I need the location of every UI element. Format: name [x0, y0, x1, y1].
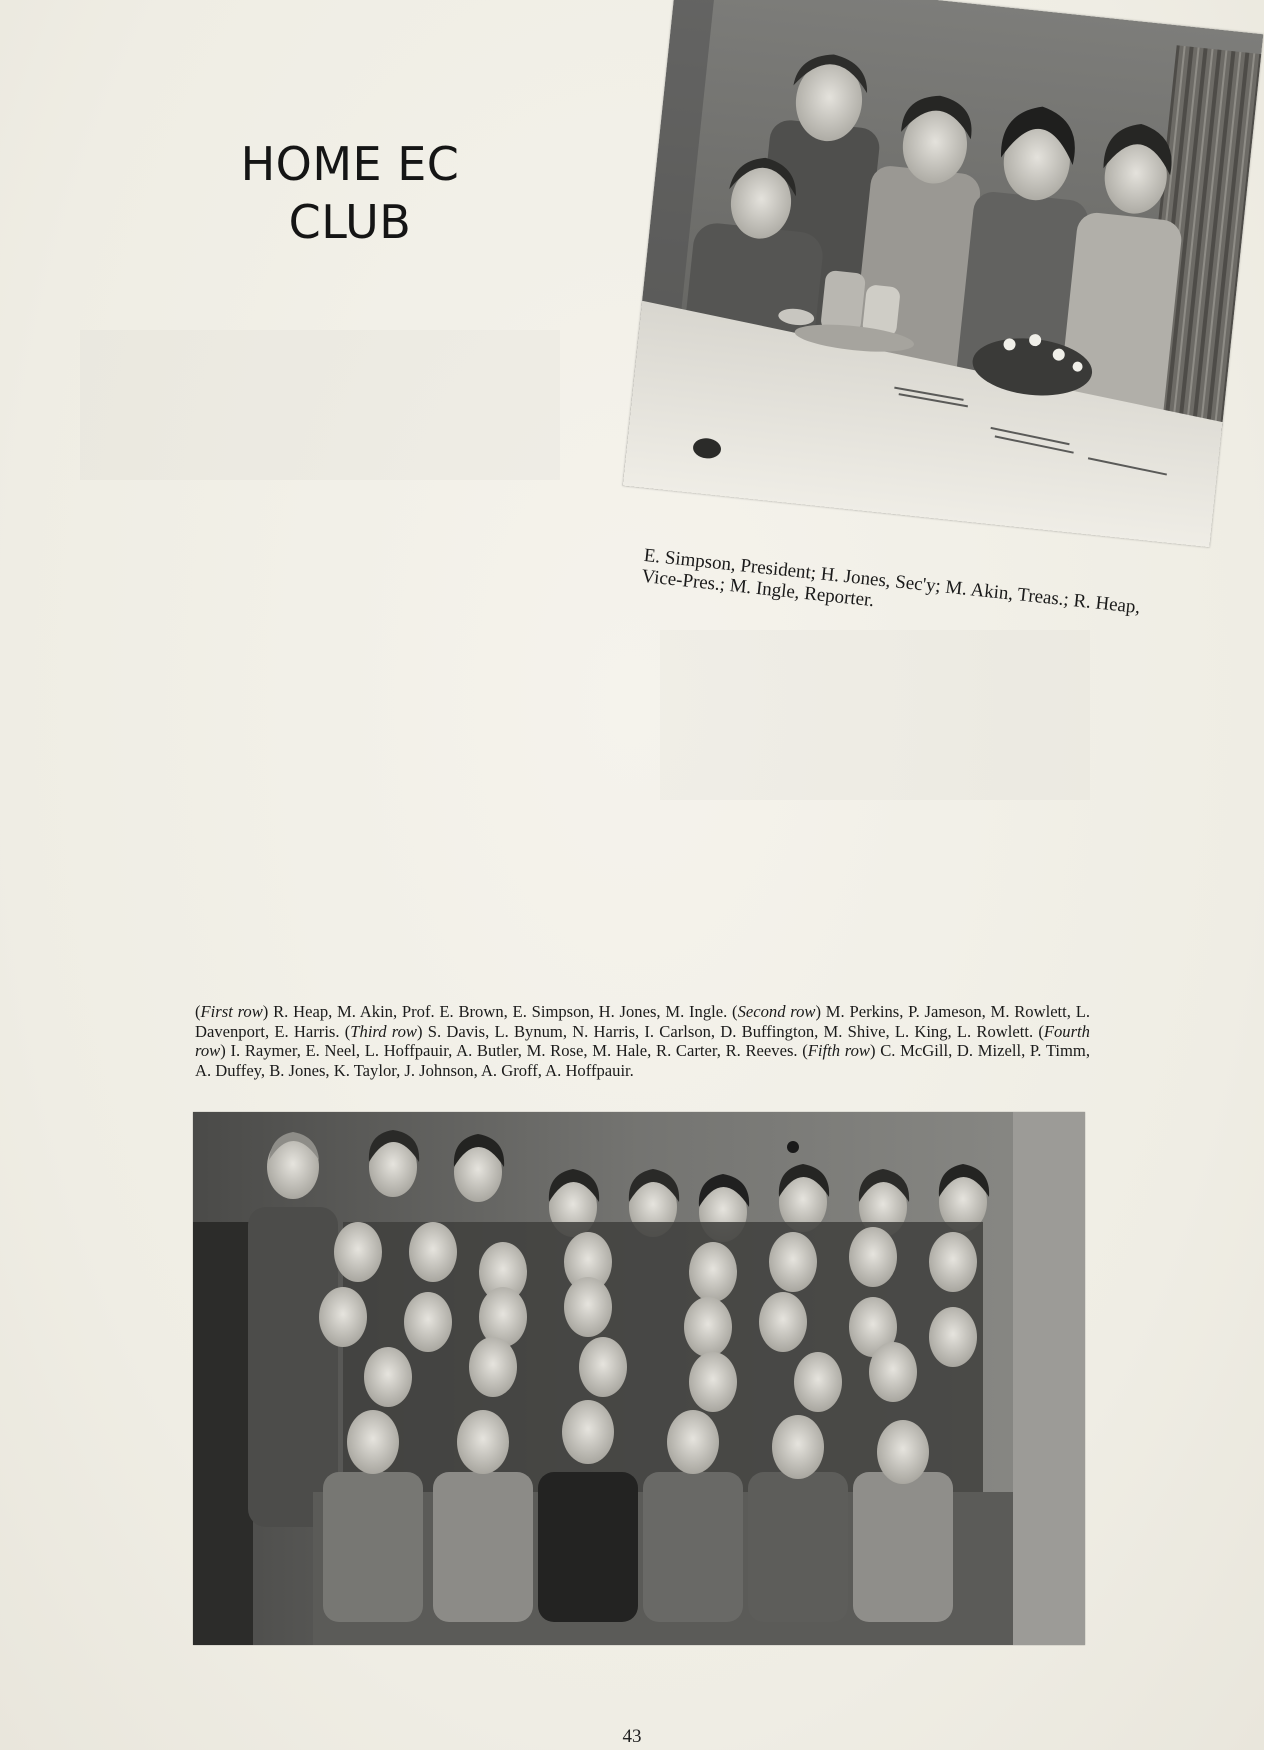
row-label: Fourth row [195, 1021, 1090, 1061]
title-line-2: CLUB [288, 195, 412, 249]
officers-photo-image [623, 0, 1264, 547]
members-group-photo [193, 1112, 1085, 1645]
officers-caption: E. Simpson, President; H. Jones, Sec'y; M. Akin, Treas.; R. Heap, Vice-Pres.; M. Ingle, Reporter. [640, 545, 1142, 619]
members-caption: (First row) R. Heap, M. Akin, Prof. E. Brown, E. Simpson, H. Jones, M. Ingle. (Second row) M. Perkins, P. Jameson, M. Rowlett, L. Davenport, E. Harris. (Third row) S. Davis, L. Bynum, N. Harris, I. Carlson, D. Buffington, M. Shive, L. King, L. Rowlett. (Fourth row) I. Raymer, E. Neel, L. Hoffpauir, A. Butler, M. Rose, M. Hale, R. Carter, R. Reeves. (Fifth row) C. McGill, D. Mizell, P. Timm, A. Duffey, B. Jones, K. Taylor, J. Johnson, A. Groff, A. Hoffpauir. [195, 1002, 1090, 1080]
title-line-1: HOME EC [240, 137, 460, 191]
bleed-through-shadow [660, 630, 1090, 800]
row-label: Fifth row [807, 1041, 870, 1061]
row-names: M. Perkins, P. Jameson, M. Rowlett, L. Davenport, E. Harris. [195, 1002, 1090, 1041]
row-label: Second row [737, 1002, 816, 1021]
members-group-photo-image [193, 1112, 1085, 1645]
row-names: S. Davis, L. Bynum, N. Harris, I. Carlson, D. Buffington, M. Shive, L. King, L. Rowlett. [427, 1021, 1034, 1041]
officers-photo [623, 0, 1264, 547]
row-names: I. Raymer, E. Neel, L. Hoffpauir, A. Butler, M. Rose, M. Hale, R. Carter, R. Reeves. [230, 1041, 798, 1061]
row-names: C. McGill, D. Mizell, P. Timm, A. Duffey, B. Jones, K. Taylor, J. Johnson, A. Groff, A. Hoffpauir. [195, 1041, 1090, 1080]
bleed-through-shadow [80, 330, 560, 480]
page-number: 43 [622, 1726, 642, 1747]
row-label: First row [200, 1002, 263, 1021]
page-title [220, 135, 480, 251]
row-names: R. Heap, M. Akin, Prof. E. Brown, E. Simpson, H. Jones, M. Ingle. [273, 1002, 728, 1021]
row-label: Third row [350, 1021, 418, 1041]
